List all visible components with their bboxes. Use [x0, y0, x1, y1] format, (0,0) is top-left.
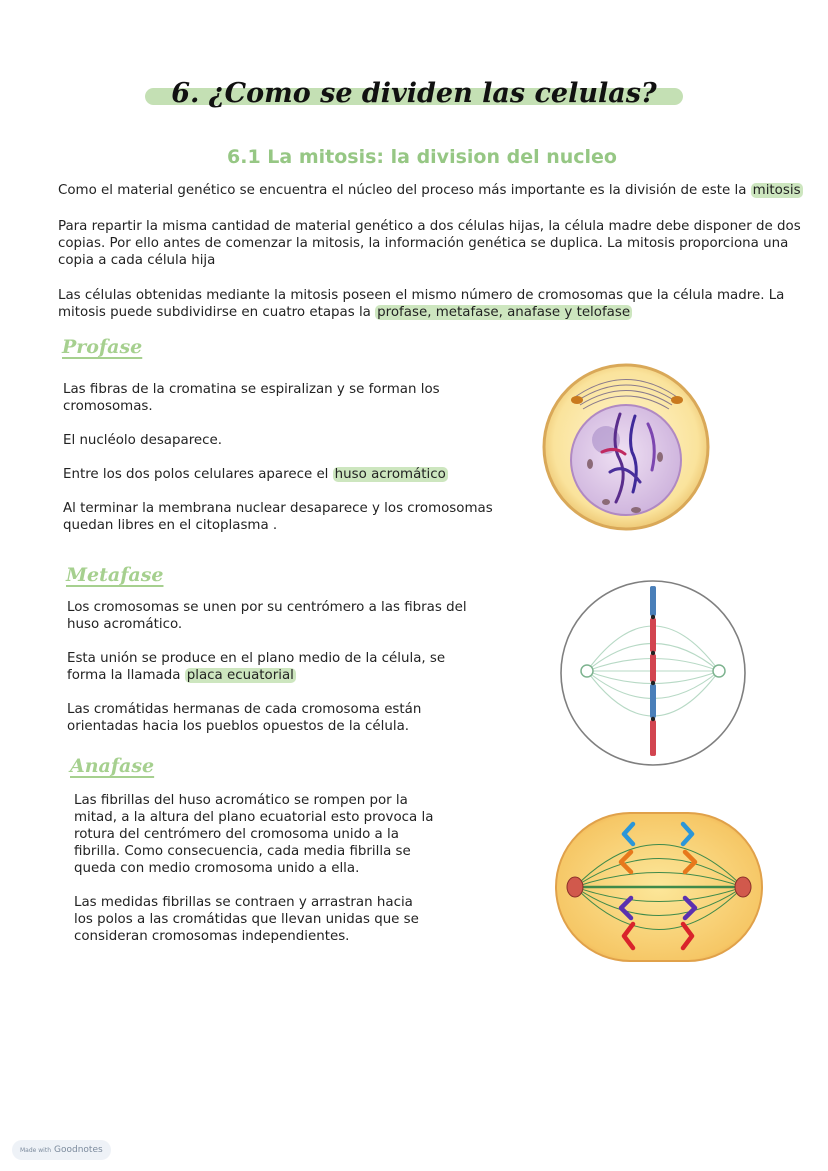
text-line: orientadas hacia los pueblos opuestos de la célula.: [67, 719, 410, 734]
heading-metafase: Metafase: [66, 564, 164, 586]
text-line: Las fibrillas del huso acromático se rompen por la: [74, 793, 408, 808]
text-line: Las fibras de la cromatina se espiralizan y se forman los: [63, 382, 440, 397]
heading-anafase: Anafase: [70, 755, 155, 777]
highlight-mitosis: mitosis: [752, 183, 801, 198]
text-line: quedan libres en el citoplasma .: [63, 518, 278, 533]
metafase-text: [67, 599, 467, 735]
badge-brand: Goodnotes: [54, 1145, 103, 1155]
goodnotes-badge[interactable]: [12, 1140, 111, 1160]
intro-p3-line: Las células obtenidas mediante la mitosis poseen el mismo número de cromosomas que la célula madre. La: [58, 288, 785, 303]
intro-p2-line: Para repartir la misma cantidad de material genético a dos células hijas, la célula madre debe disponer de dos: [58, 219, 801, 234]
text-line: mitad, a la altura del plano ecuatorial esto provoca la: [74, 810, 434, 825]
intro-paragraph-3: [58, 287, 784, 321]
intro-paragraph-2: [58, 218, 801, 269]
text-line: El nucléolo desaparece.: [63, 433, 223, 448]
highlight-huso: huso acromático: [334, 467, 446, 482]
text-line: cromosomas.: [63, 399, 153, 414]
text-line: Los cromosomas se unen por su centrómero a las fibras del: [67, 600, 467, 615]
anafase-text: [74, 792, 433, 945]
text-line: Las medidas fibrillas se contraen y arrastran hacia: [74, 895, 413, 910]
text-line: rotura del centrómero del cromosoma unido a la: [74, 827, 399, 842]
section-subtitle: 6.1 La mitosis: la division del nucleo: [227, 146, 617, 168]
intro-p2-line: copia a cada célula hija: [58, 253, 216, 268]
title-container: [0, 74, 828, 114]
text-line: huso acromático.: [67, 617, 183, 632]
metafase-cell-illustration: [556, 576, 750, 770]
text-line: Entre los dos polos celulares aparece el: [63, 467, 329, 482]
text-line: forma la llamada: [67, 668, 181, 683]
intro-p2-line: copias. Por ello antes de comenzar la mitosis, la información genética se duplica. La mitosis proporciona una: [58, 236, 789, 251]
text-line: Las cromátidas hermanas de cada cromosoma están: [67, 702, 422, 717]
text-line: queda con medio cromosoma unido a ella.: [74, 861, 360, 876]
text-line: consideran cromosomas independientes.: [74, 929, 350, 944]
text-line: Esta unión se produce en el plano medio de la célula, se: [67, 651, 446, 666]
text-line: fibrilla. Como consecuencia, cada media fibrilla se: [74, 844, 411, 859]
anafase-cell-illustration: [553, 810, 765, 964]
profase-cell-illustration: [540, 352, 712, 542]
page-title: 6. ¿Como se dividen las celulas?: [145, 74, 682, 114]
highlight-placa: placa ecuatorial: [186, 668, 294, 683]
text-line: los polos a las cromátidas que llevan unidas que se: [74, 912, 419, 927]
intro-paragraph-1: [58, 182, 803, 199]
profase-text: [63, 381, 493, 534]
text-line: Al terminar la membrana nuclear desaparece y los cromosomas: [63, 501, 493, 516]
intro-p1-text: Como el material genético se encuentra el núcleo del proceso más importante es la división de este la: [58, 183, 747, 198]
badge-made-with: Made with: [20, 1147, 51, 1154]
highlight-stages: profase, metafase, anafase y telofase: [377, 305, 631, 320]
intro-p3-line: mitosis puede subdividirse en cuatro etapas la: [58, 305, 371, 320]
heading-profase: Profase: [62, 336, 143, 358]
